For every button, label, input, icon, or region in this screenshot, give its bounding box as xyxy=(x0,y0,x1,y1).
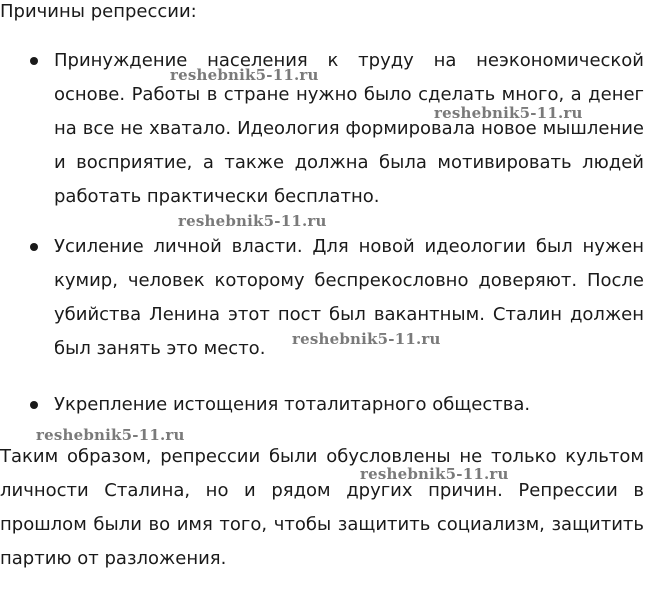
list-item-2: Усиление личной власти. Для новой идеологии был нужен кумир, человек которому беспрекословно доверяют. После убийства Ленина этот пост был вакантным. Сталин должен был занять это место. xyxy=(54,236,644,359)
list-item-1: Принуждение населения к труду на неэкономической основе. Работы в стране нужно было сделать много, а денег на все не хватало. Идеология формировала новое мышление и восприятие, а также должна была мотивировать людей работать практически бесплатно. xyxy=(54,50,644,207)
conclusion-paragraph: Таким образом, репрессии были обусловлены не только культом личности Сталина, но и рядом других причин. Репрессии в прошлом были во имя того, чтобы защитить социализм, защитить партию от разложения. xyxy=(0,446,644,569)
bullet-icon xyxy=(30,401,38,409)
watermark-text: reshebnik5-11.ru xyxy=(360,465,509,483)
watermark-text: reshebnik5-11.ru xyxy=(434,104,583,122)
watermark-text: reshebnik5-11.ru xyxy=(178,212,327,230)
watermark-text: reshebnik5-11.ru xyxy=(170,66,319,84)
list-item-3: Укрепление истощения тоталитарного общества. xyxy=(54,394,531,415)
bullet-icon xyxy=(30,57,38,65)
bullet-icon xyxy=(30,243,38,251)
section-heading: Причины репрессии: xyxy=(0,1,197,22)
watermark-text: reshebnik5-11.ru xyxy=(292,330,441,348)
watermark-text: reshebnik5-11.ru xyxy=(36,426,185,444)
